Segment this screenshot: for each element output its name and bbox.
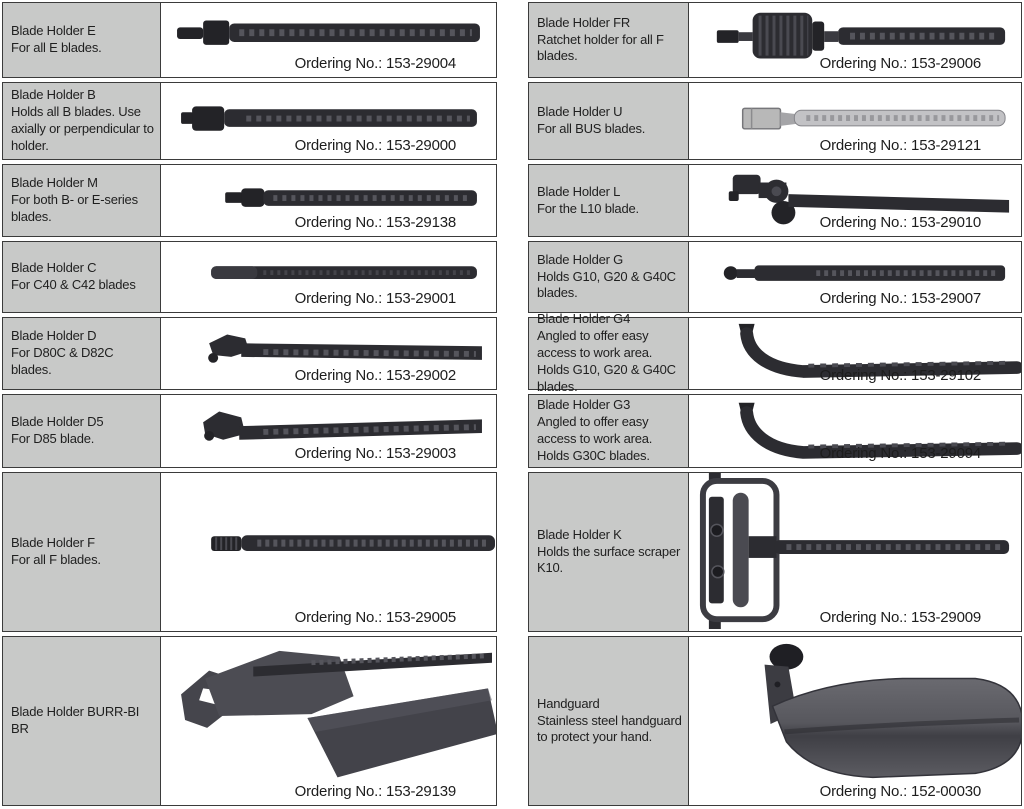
product-image-cell	[161, 242, 496, 312]
product-row-blade-holder-g	[528, 241, 1022, 313]
ordering-number: Ordering No.: 153-29006	[819, 55, 981, 72]
product-name: Blade Holder G4	[537, 311, 631, 327]
product-row-blade-holder-d	[2, 317, 497, 390]
product-image-cell	[689, 242, 1021, 312]
product-label-cell	[3, 473, 161, 631]
product-name: Blade Holder M	[11, 175, 98, 191]
product-row-blade-holder-l	[528, 164, 1022, 237]
ordering-number: Ordering No.: 153-29007	[819, 290, 981, 307]
product-label-cell	[529, 473, 689, 631]
product-row-blade-holder-f	[2, 472, 497, 632]
product-label-cell	[3, 242, 161, 312]
product-row-blade-holder-k	[528, 472, 1022, 632]
ordering-number: Ordering No.: 153-29002	[294, 367, 456, 384]
product-row-blade-holder-g4	[528, 311, 1022, 394]
product-name: Blade Holder D	[11, 328, 97, 344]
product-name: Blade Holder K	[537, 526, 622, 542]
product-row-blade-holder-e	[2, 2, 497, 78]
product-row-blade-holder-b	[2, 82, 497, 160]
product-row-blade-holder-burr-bi-br	[2, 636, 497, 806]
blade-holder-f-product-image	[161, 473, 496, 631]
product-name: Blade Holder B	[11, 87, 96, 103]
product-description: For D85 blade.	[11, 431, 95, 446]
product-image-cell	[161, 165, 496, 236]
product-image-cell	[689, 165, 1021, 236]
product-label-cell	[529, 311, 689, 394]
product-image-cell	[161, 473, 496, 631]
catalog-column-left	[2, 2, 497, 809]
product-label-cell	[529, 165, 689, 236]
product-label-cell	[3, 3, 161, 77]
product-description: For all E blades.	[11, 40, 102, 55]
product-image-cell	[161, 3, 496, 77]
product-description: Ratchet holder for all F blades.	[537, 31, 664, 64]
ordering-number: Ordering No.: 153-29102	[819, 367, 981, 384]
handguard-product-image	[689, 637, 1021, 805]
ordering-number: Ordering No.: 153-29139	[294, 783, 456, 800]
product-name: Handguard	[537, 695, 600, 711]
ordering-number: Ordering No.: 153-29005	[294, 609, 456, 626]
product-row-blade-holder-c	[2, 241, 497, 313]
product-description: For C40 & C42 blades	[11, 277, 136, 292]
ordering-number: Ordering No.: 153-29001	[294, 290, 456, 307]
ordering-number: Ordering No.: 152-00030	[819, 783, 981, 800]
ordering-number: Ordering No.: 153-29004	[294, 55, 456, 72]
product-image-cell	[689, 473, 1021, 631]
product-label-cell	[529, 637, 689, 805]
product-description: Holds the surface scraper K10.	[537, 543, 681, 576]
ordering-number: Ordering No.: 153-29003	[294, 445, 456, 462]
ordering-number: Ordering No.: 153-29094	[819, 445, 981, 462]
blade-holder-k-product-image	[689, 473, 1021, 631]
product-row-blade-holder-m	[2, 164, 497, 237]
product-name: Blade Holder G3	[537, 397, 631, 413]
product-label-cell	[529, 395, 689, 467]
product-description: Angled to offer easy access to work area. Holds G10, G20 & G40C blades.	[537, 328, 676, 394]
product-label-cell	[529, 242, 689, 312]
product-description: Stainless steel handguard to protect your hand.	[537, 712, 682, 745]
product-name: Blade Holder G	[537, 251, 624, 267]
product-name: Blade Holder C	[11, 260, 97, 276]
product-name: Blade Holder BURR-BI BR	[11, 704, 140, 736]
catalog-column-right	[528, 2, 1022, 809]
product-name: Blade Holder L	[537, 183, 621, 199]
product-label-cell	[3, 83, 161, 159]
ordering-number: Ordering No.: 153-29009	[819, 609, 981, 626]
product-label-cell	[3, 165, 161, 236]
product-description: Holds G10, G20 & G40C blades.	[537, 268, 676, 301]
product-label-cell	[529, 83, 689, 159]
product-image-cell	[689, 637, 1021, 805]
product-label-cell	[3, 395, 161, 467]
product-image-cell	[161, 395, 496, 467]
product-row-blade-holder-u	[528, 82, 1022, 160]
product-image-cell	[689, 318, 1021, 389]
product-description: Angled to offer easy access to work area. Holds G30C blades.	[537, 414, 653, 463]
product-name: Blade Holder E	[11, 23, 96, 39]
product-description: For both B- or E-series blades.	[11, 192, 138, 224]
ordering-number: Ordering No.: 153-29138	[294, 214, 456, 231]
product-label-cell	[3, 318, 161, 389]
product-name: Blade Holder FR	[537, 14, 631, 30]
product-image-cell	[161, 83, 496, 159]
product-name: Blade Holder U	[537, 104, 623, 120]
product-image-cell	[161, 637, 496, 805]
ordering-number: Ordering No.: 153-29000	[294, 137, 456, 154]
product-description: For the L10 blade.	[537, 200, 639, 216]
product-image-cell	[689, 3, 1021, 77]
product-row-blade-holder-fr	[528, 2, 1022, 78]
ordering-number: Ordering No.: 153-29010	[819, 214, 981, 231]
product-row-handguard	[528, 636, 1022, 806]
ordering-number: Ordering No.: 153-29121	[819, 137, 981, 154]
product-row-blade-holder-g3	[528, 394, 1022, 468]
product-description: For D80C & D82C blades.	[11, 345, 114, 377]
product-name: Blade Holder D5	[11, 414, 104, 430]
blade-holder-burr-bi-br-product-image	[161, 637, 496, 805]
product-description: Holds all B blades. Use axially or perpendicular to holder.	[11, 104, 154, 153]
product-label-cell	[3, 637, 161, 805]
product-image-cell	[689, 395, 1021, 467]
product-image-cell	[689, 83, 1021, 159]
product-description: For all BUS blades.	[537, 121, 646, 136]
product-row-blade-holder-d5	[2, 394, 497, 468]
product-label-cell	[529, 3, 689, 77]
product-name: Blade Holder F	[11, 535, 95, 551]
product-image-cell	[161, 318, 496, 389]
product-description: For all F blades.	[11, 552, 101, 567]
